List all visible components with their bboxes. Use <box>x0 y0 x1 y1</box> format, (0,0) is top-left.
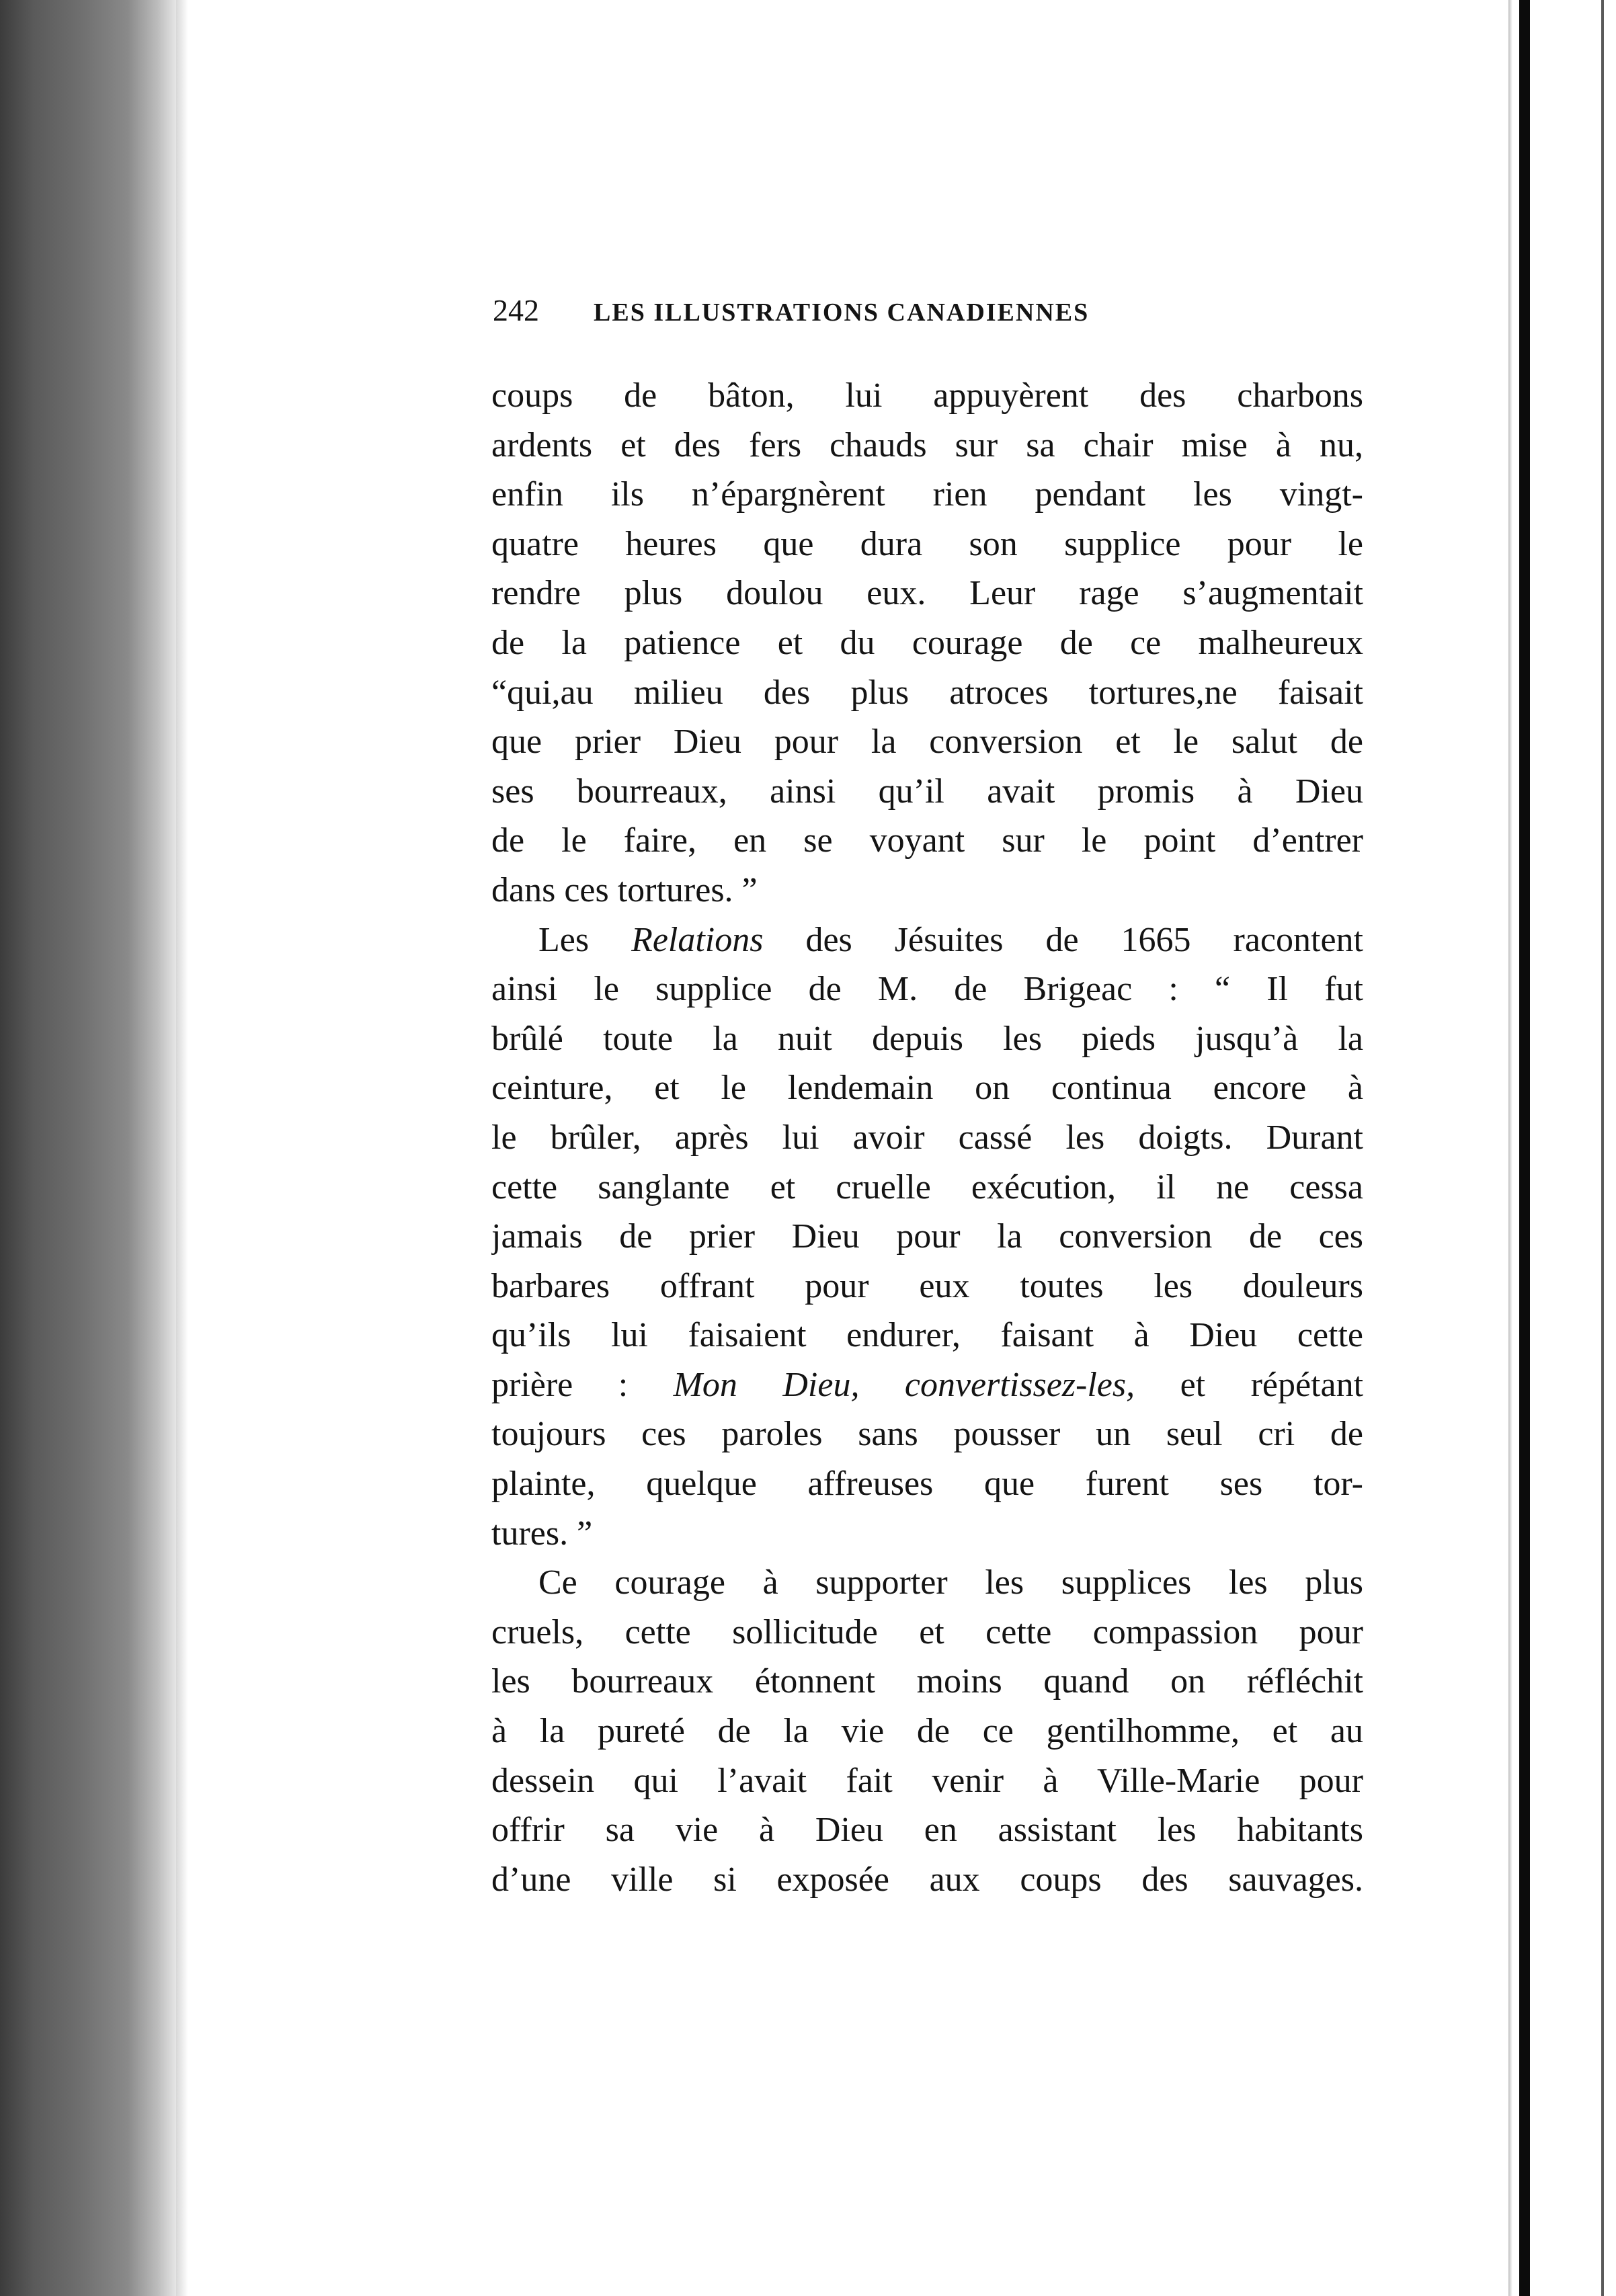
text-segment: offrir sa vie à Dieu en assistant les habitants <box>491 1811 1363 1850</box>
text-line <box>491 1509 1363 1559</box>
text-line <box>491 569 1363 618</box>
text-line <box>491 866 1363 915</box>
running-header <box>493 290 1232 331</box>
gutter-shadow <box>176 0 188 2296</box>
text-line <box>491 1212 1363 1262</box>
italic-text: Relations <box>631 920 764 959</box>
text-segment: “qui,au milieu des plus atroces tortures,ne faisait <box>491 673 1363 712</box>
text-segment: barbares offrant pour eux toutes les douleurs <box>491 1266 1363 1305</box>
text-segment: toujours ces paroles sans pousser un seul cri de <box>491 1415 1363 1454</box>
text-segment: prière : <box>491 1365 674 1404</box>
text-segment: ardents et des fers chauds sur sa chair mise à nu, <box>491 425 1363 464</box>
page-right-edge <box>1508 0 1616 2296</box>
text-segment: dans ces tortures. ” <box>491 870 758 909</box>
running-title: LES ILLUSTRATIONS CANADIENNES <box>594 298 1090 327</box>
text-segment: Ce courage à supporter les supplices les plus <box>538 1563 1363 1602</box>
text-line <box>491 520 1363 569</box>
text-line <box>491 618 1363 668</box>
text-line <box>491 1756 1363 1806</box>
text-line <box>491 1163 1363 1213</box>
text-line <box>491 1014 1363 1064</box>
text-line <box>491 1311 1363 1360</box>
page-edge-shadow <box>1508 0 1512 2296</box>
text-segment: de le faire, en se voyant sur le point d’entrer <box>491 821 1363 860</box>
text-segment: à la pureté de la vie de ce gentilhomme, et au <box>491 1712 1363 1751</box>
text-segment: cette sanglante et cruelle exécution, il ne cessa <box>491 1167 1363 1206</box>
text-segment: ceinture, et le lendemain on continua encore à <box>491 1069 1363 1108</box>
body-text <box>491 371 1363 1904</box>
text-line <box>491 717 1363 767</box>
text-line <box>491 1855 1363 1905</box>
text-segment: enfin ils n’épargnèrent rien pendant les vingt- <box>491 475 1363 514</box>
text-line <box>491 1608 1363 1657</box>
text-line <box>491 1409 1363 1459</box>
text-segment: jamais de prier Dieu pour la conversion de ces <box>491 1217 1363 1256</box>
text-line <box>491 421 1363 470</box>
text-segment: rendre plus doulou eux. Leur rage s’augmentait <box>491 574 1363 613</box>
text-line <box>491 1707 1363 1756</box>
text-line <box>491 1063 1363 1113</box>
text-segment: qu’ils lui faisaient endurer, faisant à Dieu cette <box>491 1316 1363 1355</box>
text-segment: ses bourreaux, ainsi qu’il avait promis à Dieu <box>491 772 1363 811</box>
text-segment: des Jésuites de 1665 racontent <box>763 920 1363 959</box>
text-segment: d’une ville si exposée aux coups des sauvages. <box>491 1860 1363 1899</box>
text-line <box>491 1558 1363 1608</box>
text-line <box>491 965 1363 1014</box>
text-segment: que prier Dieu pour la conversion et le salut de <box>491 723 1363 762</box>
text-segment: et répétant <box>1135 1365 1363 1404</box>
text-segment: les bourreaux étonnent moins quand on réfléchit <box>491 1662 1363 1701</box>
text-segment: quatre heures que dura son supplice pour le <box>491 524 1363 563</box>
text-line <box>491 371 1363 421</box>
text-segment: Les <box>538 920 632 959</box>
text-line <box>491 1360 1363 1410</box>
text-segment: de la patience et du courage de ce malheureux <box>491 623 1363 662</box>
text-segment: dessein qui l’avait fait venir à Ville-Marie pour <box>491 1761 1363 1800</box>
book-spine-edge <box>0 0 176 2296</box>
page-edge-dark-band <box>1519 0 1530 2296</box>
text-line <box>491 1657 1363 1707</box>
text-segment: le brûler, après lui avoir cassé les doigts. Durant <box>491 1118 1363 1157</box>
text-line <box>491 470 1363 520</box>
text-line <box>491 1805 1363 1855</box>
text-segment: cruels, cette sollicitude et cette compassion pour <box>491 1612 1363 1651</box>
text-segment: plainte, quelque affreuses que furent ses tor- <box>491 1465 1363 1504</box>
text-line <box>491 1459 1363 1509</box>
text-line <box>491 816 1363 866</box>
text-line <box>491 915 1363 965</box>
text-line <box>491 1113 1363 1163</box>
text-segment: ainsi le supplice de M. de Brigeac : “ Il fut <box>491 970 1363 1009</box>
text-line <box>491 767 1363 817</box>
page-edge-fine-line <box>1601 0 1604 2296</box>
text-line <box>491 1262 1363 1311</box>
text-segment: brûlé toute la nuit depuis les pieds jusqu’à la <box>491 1019 1363 1058</box>
italic-text: Mon Dieu, convertissez-les, <box>673 1365 1135 1404</box>
text-line <box>491 668 1363 718</box>
text-segment: tures. ” <box>491 1514 593 1553</box>
page-number: 242 <box>493 293 539 327</box>
text-segment: coups de bâton, lui appuyèrent des charbons <box>491 376 1363 415</box>
